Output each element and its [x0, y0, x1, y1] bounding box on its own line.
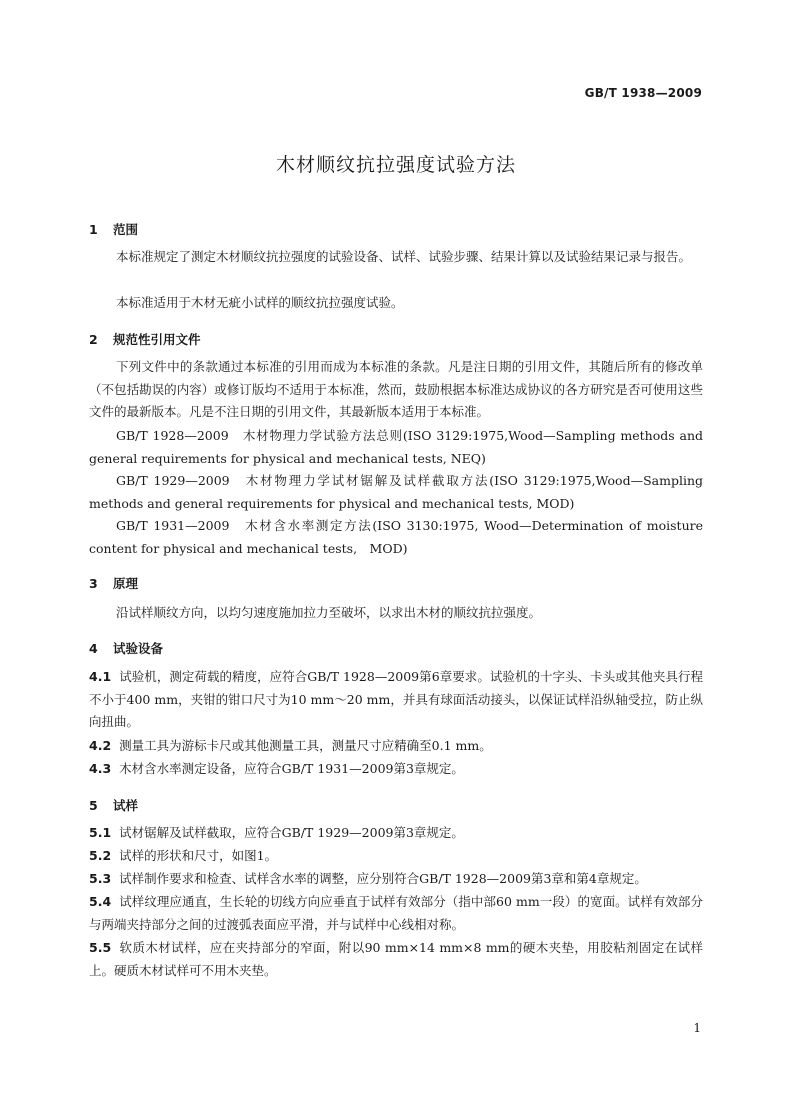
page-number: 1 [693, 1021, 701, 1035]
clause-text: 软质木材试样，应在夹持部分的窄面，附以90 mm×14 mm×8 mm的硬木夹垫，用胶粘剂固定在试样上。硬质木材试样可不用木夹垫。 [89, 940, 703, 978]
clause-number: 4.2 [89, 738, 112, 753]
clause-number: 5.5 [89, 940, 112, 955]
clause-number: 4.1 [89, 669, 112, 684]
section-heading-scope [89, 220, 138, 238]
paragraph: 下列文件中的条款通过本标准的引用而成为本标准的条款。凡是注日期的引用文件，其随后所有的修改单（不包括勘误的内容）或修订版均不适用于本标准，然而，鼓励根据本标准达成协议的各方研究是否可使用这些文件的最新版本。凡是不注日期的引用文件，其最新版本适用于本标准。 [89, 359, 703, 419]
section-number: 2 [89, 332, 98, 347]
clause [89, 868, 703, 891]
reference-item: GB/T 1928—2009 木材物理力学试验方法总则(ISO 3129:1975,Wood—Sampling methods and general requirements for physical and mechanical tests, NEQ) [89, 428, 703, 466]
section-title: 规范性引用文件 [113, 332, 201, 347]
section-number: 4 [89, 641, 98, 656]
section-number: 5 [89, 798, 98, 813]
clause-text: 试样纹理应通直，生长轮的切线方向应垂直于试样有效部分（指中部60 mm一段）的宽面。试样有效部分与两端夹持部分之间的过渡弧表面应平滑，并与试样中心线相对称。 [89, 894, 703, 932]
section-number: 3 [89, 576, 98, 591]
clause-number: 5.4 [89, 894, 112, 909]
clause-text: 木材含水率测定设备，应符合GB/T 1931—2009第3章规定。 [119, 761, 464, 776]
paragraph: 本标准适用于木材无疵小试样的顺纹抗拉强度试验。 [116, 295, 404, 310]
clause [89, 735, 703, 758]
paragraph: 沿试样顺纹方向，以均匀速度施加拉力至破坏，以求出木材的顺纹抗拉强度。 [116, 605, 542, 620]
standard-code: GB/T 1938—2009 [584, 86, 702, 100]
clause-text: 试材锯解及试样截取，应符合GB/T 1929—2009第3章规定。 [119, 825, 464, 840]
reference-item: GB/T 1929—2009 木材物理力学试材锯解及试样截取方法(ISO 3129:1975,Wood—Sampling methods and general requirements for physical and mechanical tests, MOD) [89, 473, 703, 511]
clause [89, 891, 703, 936]
section-heading-principle [89, 574, 138, 592]
section-title: 试验设备 [113, 641, 164, 656]
clause-text: 试样制作要求和检查、试样含水率的调整，应分别符合GB/T 1928—2009第3章和第4章规定。 [119, 871, 647, 886]
section-title: 试样 [113, 798, 139, 813]
clause-number: 5.1 [89, 825, 112, 840]
reference-item: GB/T 1931—2009 木材含水率测定方法(ISO 3130:1975, Wood—Determination of moisture content for physical and mechanical tests, MOD) [89, 518, 703, 556]
section-heading-specimen [89, 796, 138, 814]
section-number: 1 [89, 222, 98, 237]
clause-text: 试验机，测定荷载的精度，应符合GB/T 1928—2009第6章要求。试验机的十字头、卡头或其他夹具行程不小于400 mm，夹钳的钳口尺寸为10 mm～20 mm，并具有球面活动接头，以保证试样沿纵轴受拉，防止纵向扭曲。 [89, 669, 703, 729]
clause [89, 666, 703, 734]
section-heading-apparatus [89, 639, 163, 657]
clause-text: 测量工具为游标卡尺或其他测量工具，测量尺寸应精确至0.1 mm。 [119, 738, 492, 753]
clause-number: 4.3 [89, 761, 112, 776]
clause [89, 822, 703, 845]
section-title: 范围 [113, 222, 139, 237]
clause [89, 845, 703, 868]
clause-number: 5.3 [89, 871, 112, 886]
page-title: 木材顺纹抗拉强度试验方法 [275, 154, 516, 176]
section-title: 原理 [113, 576, 139, 591]
section-heading-normative-references [89, 330, 201, 348]
clause-text: 试样的形状和尺寸，如图1。 [119, 848, 278, 863]
paragraph: 本标准规定了测定木材顺纹抗拉强度的试验设备、试样、试验步骤、结果计算以及试验结果记录与报告。 [116, 249, 692, 264]
clause [89, 937, 703, 982]
clause [89, 758, 703, 781]
clause-number: 5.2 [89, 848, 112, 863]
